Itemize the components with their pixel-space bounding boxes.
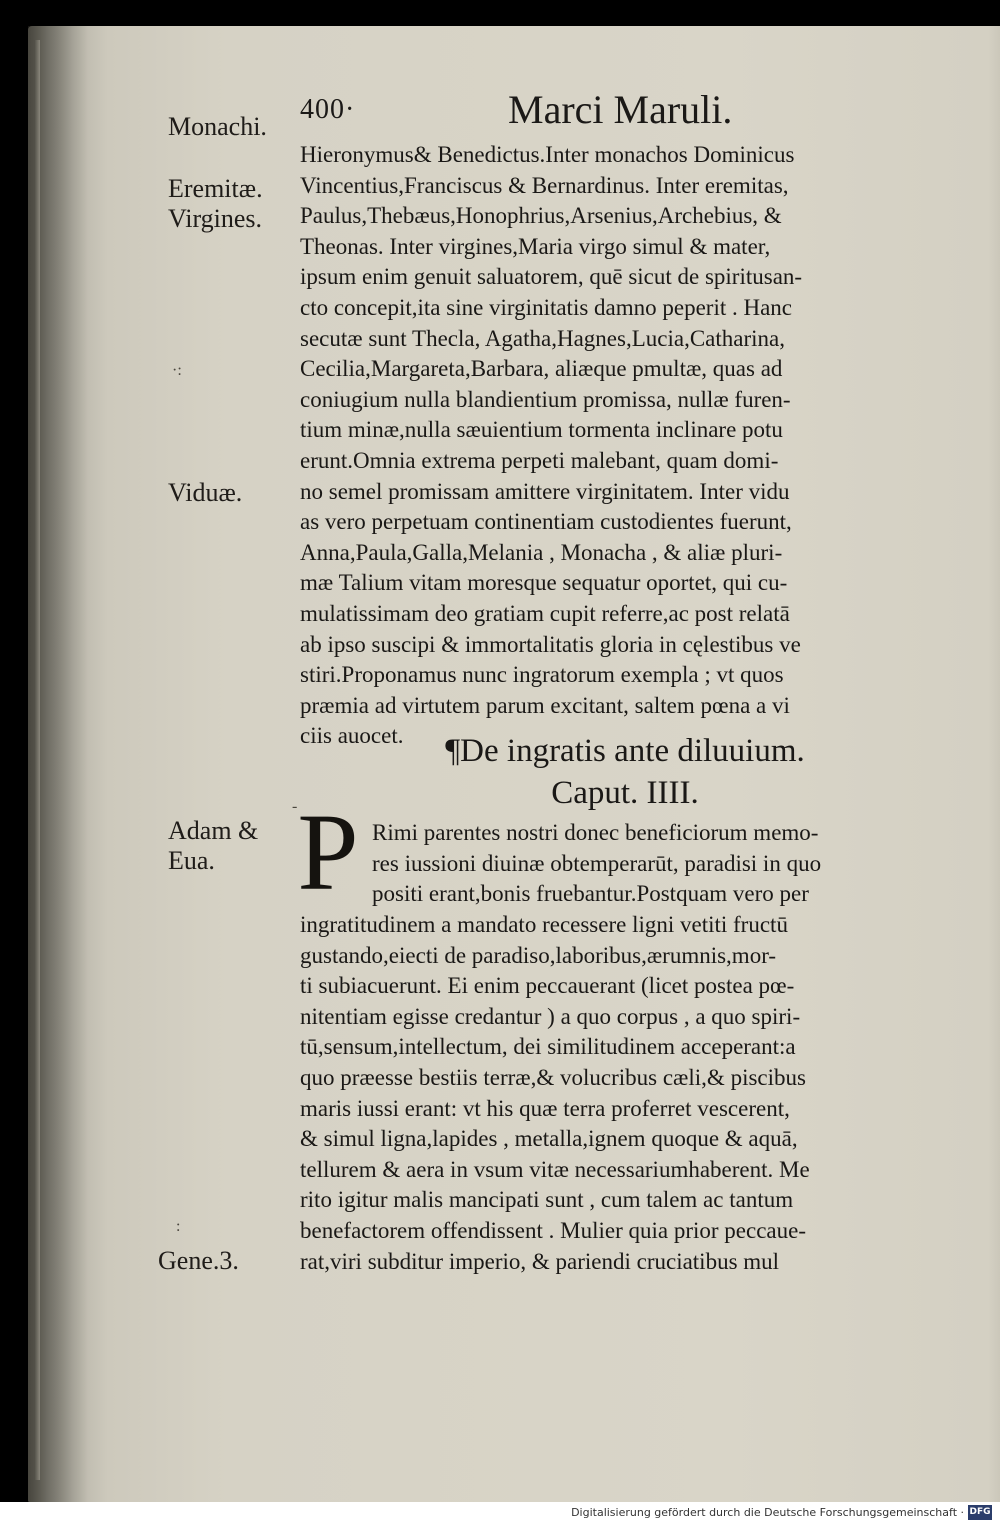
- stray-mark: -: [292, 798, 298, 815]
- chapter-title: [300, 730, 950, 814]
- margin-note-genesis: Gene.3.: [158, 1246, 239, 1275]
- text-line: as vero perpetuam continentiam custodientes fuerunt,: [300, 509, 792, 535]
- dfg-logo: DFG: [968, 1505, 992, 1520]
- paragraph-1: [300, 140, 950, 752]
- digitization-footer: [0, 1502, 1000, 1524]
- text-line: nitentiam egisse credantur ) a quo corpus , a quo spiri-: [300, 1003, 801, 1029]
- paragraph-2-first-lines: [372, 818, 950, 910]
- text-line: Theonas. Inter virgines,Maria virgo simul & mater,: [300, 233, 771, 259]
- text-line: Hieronymus& Benedictus.Inter monachos Dominicus: [300, 142, 795, 167]
- paragraph-2: [300, 910, 950, 1277]
- text-line: tū,sensum,intellectum, dei similitudinem acceperant:a: [300, 1034, 796, 1060]
- text-line: tium minæ,nulla sæuientium tormenta inclinare potu: [300, 417, 783, 443]
- text-line: stiri.Proponamus nunc ingratorum exempla ; vt quos: [300, 662, 784, 688]
- chapter-title-line-1: ¶De ingratis ante diluuium.: [445, 733, 805, 769]
- text-line: Anna,Paula,Galla,Melania , Monacha , & aliæ pluri-: [300, 539, 783, 565]
- text-line: Cecilia,Margareta,Barbara, aliæque pmultæ, quas ad: [300, 356, 783, 382]
- text-line: no semel promissam amittere virginitatem. Inter vidu: [300, 478, 790, 504]
- text-line: mulatissimam deo gratiam cupit referre,ac post relatā: [300, 600, 790, 626]
- footer-credit: Digitalisierung gefördert durch die Deutsche Forschungsgemeinschaft ·: [571, 1506, 964, 1519]
- margin-note-monachi: Monachi.: [168, 112, 267, 141]
- text-line: Rimi parentes nostri donec beneficiorum memo-: [372, 820, 819, 845]
- text-line: rito igitur malis mancipati sunt , cum talem ac tantum: [300, 1187, 794, 1213]
- margin-note-adam-eua-line1: Adam &: [168, 816, 259, 845]
- text-line: mæ Talium vitam moresque sequatur oportet, qui cu-: [300, 570, 788, 596]
- text-line: ciis auocet.: [300, 723, 404, 749]
- text-line: maris iussi erant: vt his quæ terra proferret vescerent,: [300, 1095, 790, 1121]
- text-line: rat,viri subditur imperio, & pariendi cruciatibus mul: [300, 1248, 780, 1274]
- drop-cap: P: [297, 791, 359, 913]
- text-line: ingratitudinem a mandato recessere ligni vetiti fructū: [300, 912, 788, 937]
- text-line: positi erant,bonis fruebantur.Postquam vero per: [372, 881, 809, 907]
- text-line: Vincentius,Franciscus & Bernardinus. Inter eremitas,: [300, 172, 789, 198]
- text-line: cto concepit,ita sine virginitatis damno peperit . Hanc: [300, 294, 793, 320]
- text-line: & simul ligna,lapides , metalla,ignem quoque & aquā,: [300, 1126, 798, 1152]
- text-line: secutæ sunt Thecla, Agatha,Hagnes,Lucia,Catharina,: [300, 325, 785, 351]
- text-line: ipsum enim genuit saluatorem, quē sicut de spiritusan-: [300, 264, 803, 290]
- margin-note-viduae: Viduæ.: [168, 478, 243, 507]
- stray-mark: ·:: [172, 362, 182, 379]
- text-line: ab ipso suscipi & immortalitatis gloria in cęlestibus ve: [300, 631, 801, 657]
- running-head: Marci Maruli.: [508, 87, 733, 132]
- text-line: Paulus,Thebæus,Honophrius,Arsenius,Archebius, &: [300, 203, 782, 229]
- margin-note-eremitae: Eremitæ.: [168, 174, 263, 203]
- page-gutter-edge: [34, 40, 40, 1480]
- text-line: tellurem & aera in vsum vitæ necessariumhaberent. Me: [300, 1156, 810, 1182]
- stray-mark: :: [176, 1218, 181, 1235]
- text-line: res iussioni diuinæ obtemperarūt, paradisi in quo: [372, 850, 822, 876]
- page-number: 400·: [300, 94, 356, 125]
- chapter-title-line-2: Caput. IIII.: [551, 775, 699, 811]
- text-line: præmia ad virtutem parum excitant, saltem pœna a vi: [300, 692, 790, 718]
- text-line: ti subiacuerunt. Ei enim peccauerant (licet postea pœ-: [300, 973, 795, 999]
- text-line: benefactorem offendissent . Mulier quia prior peccaue-: [300, 1217, 806, 1243]
- text-line: quo præesse bestiis terræ,& volucribus cæli,& piscibus: [300, 1064, 806, 1090]
- margin-note-virgines: Virgines.: [168, 204, 263, 233]
- text-line: coniugium nulla blandientium promissa, nullæ furen-: [300, 386, 791, 412]
- text-line: erunt.Omnia extrema perpeti malebant, quam domi-: [300, 447, 779, 473]
- text-line: gustando,eiecti de paradiso,laboribus,ærumnis,mor-: [300, 942, 777, 968]
- margin-note-adam-eua-line2: Eua.: [168, 846, 215, 875]
